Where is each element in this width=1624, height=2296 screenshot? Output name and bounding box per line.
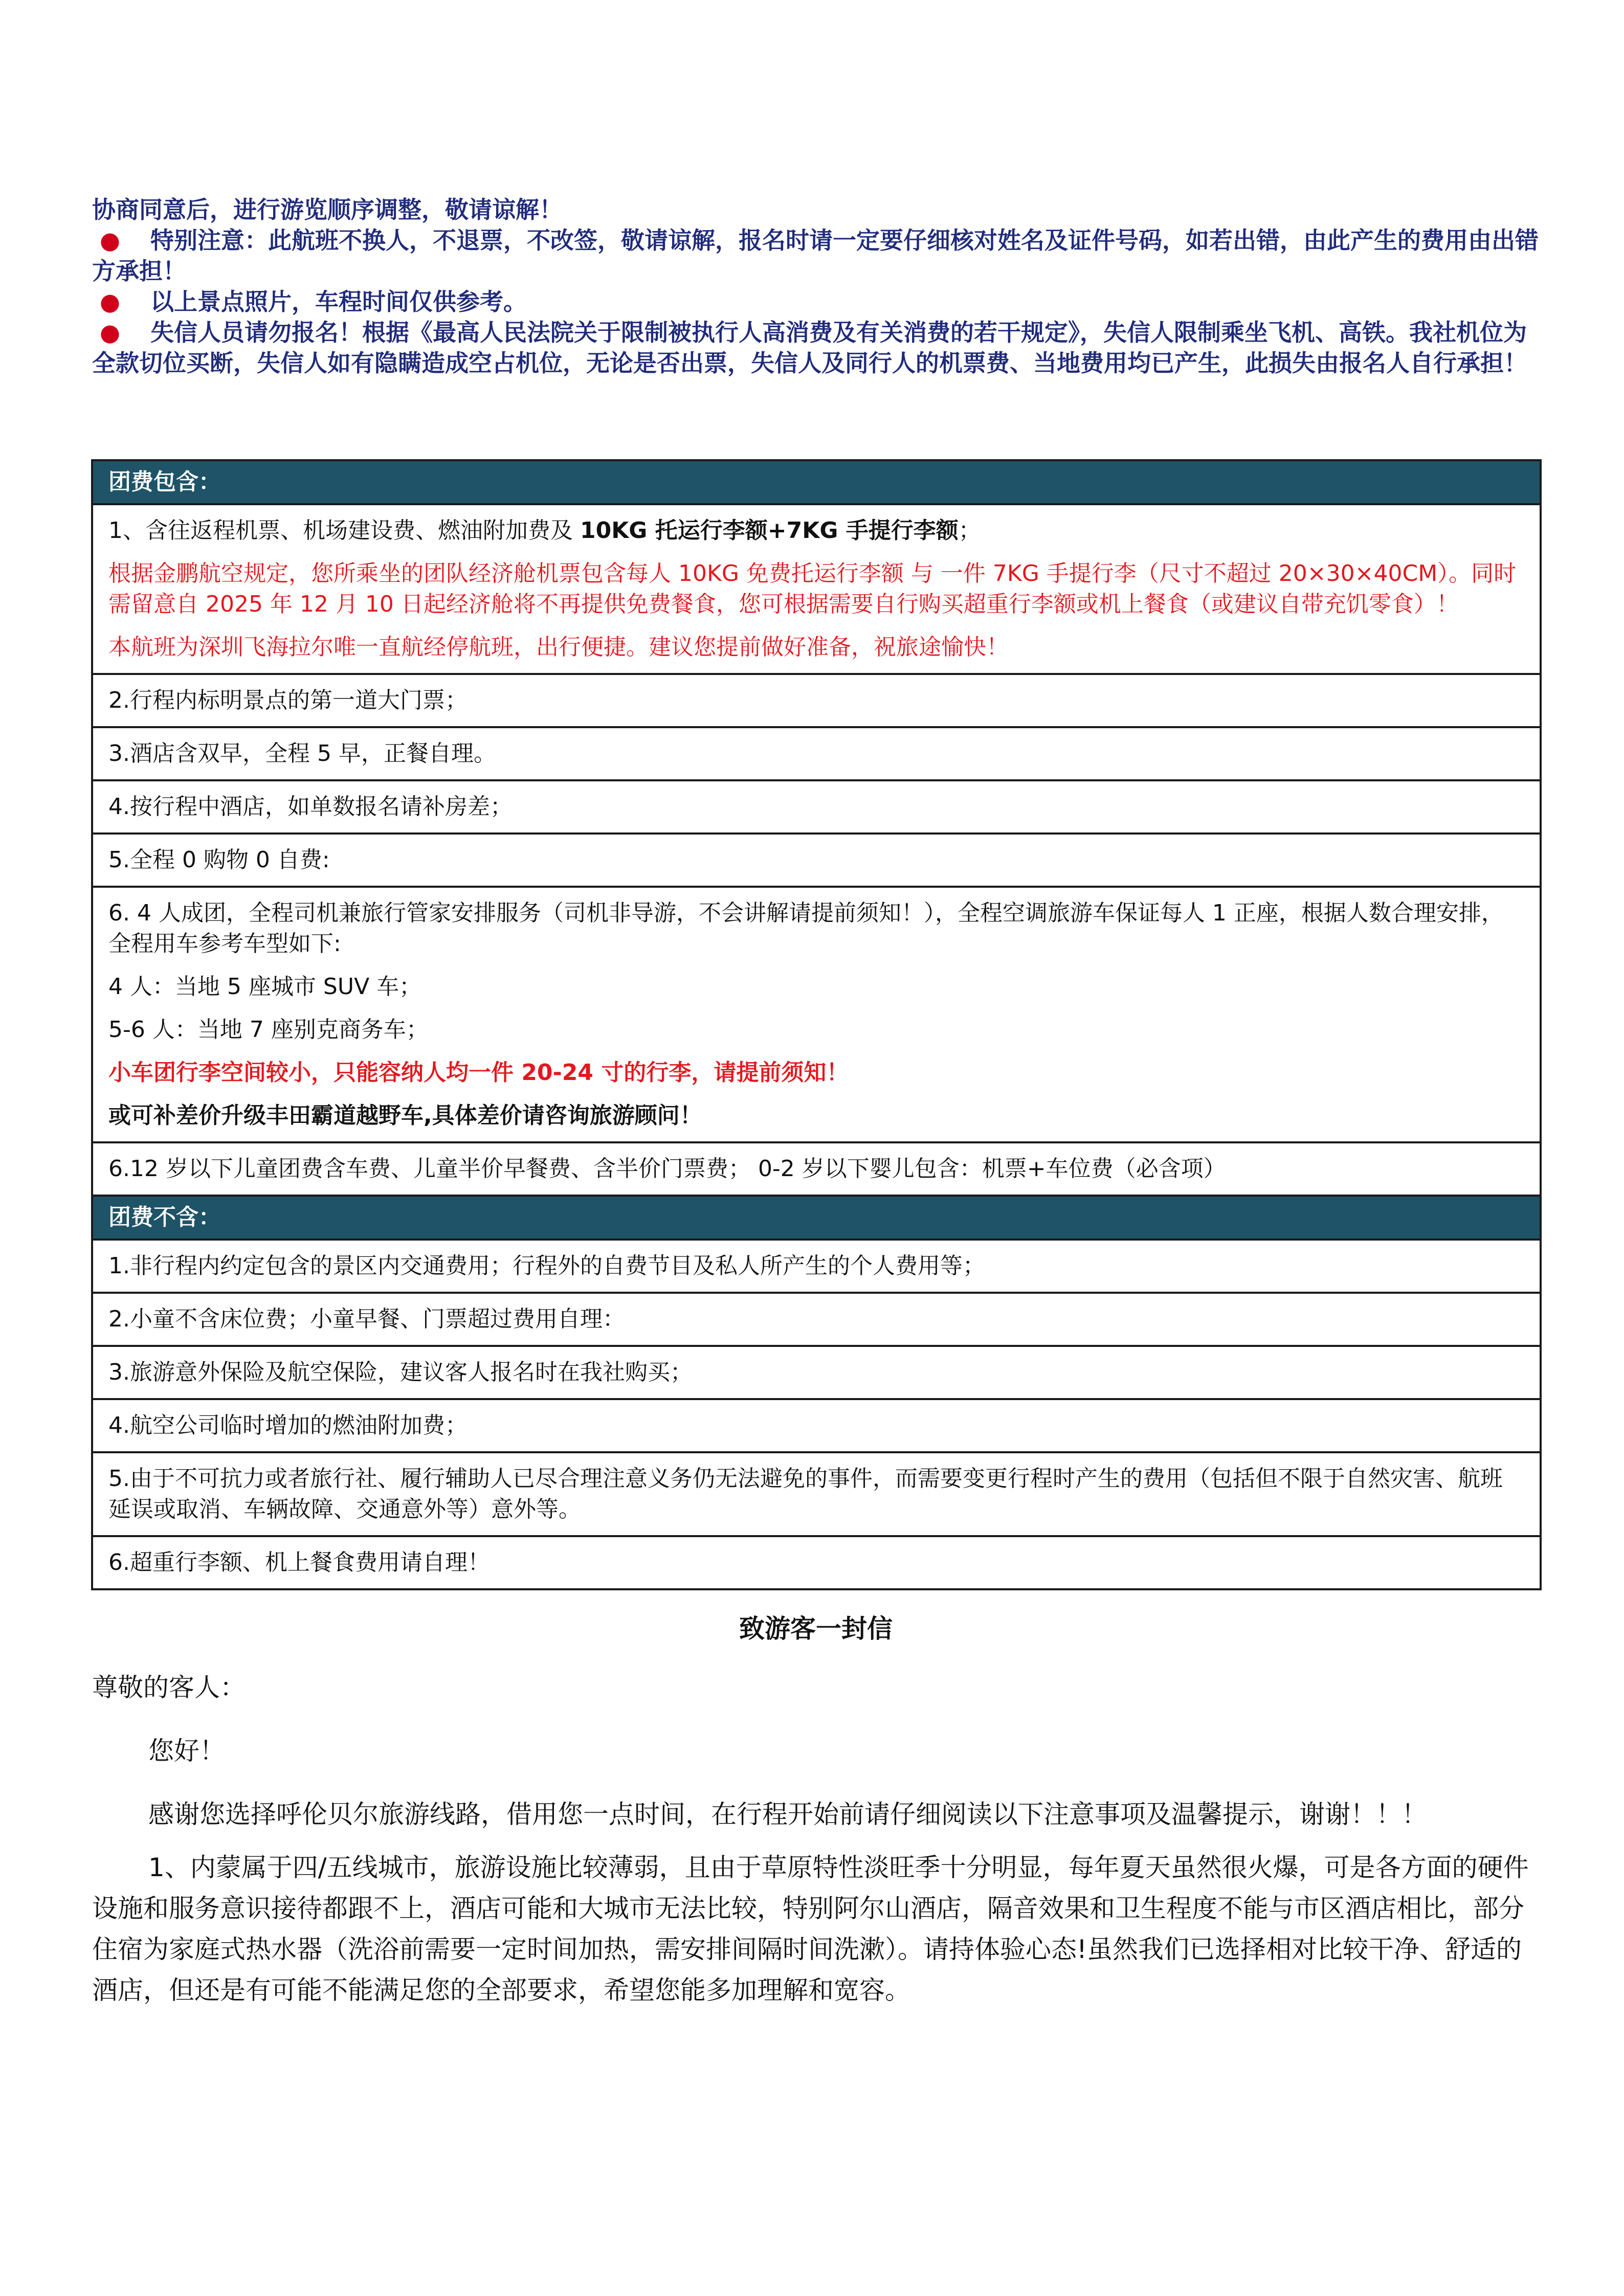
bullet-icon: ● — [99, 319, 121, 346]
letter-greeting: 尊敬的客人： — [92, 1673, 246, 1702]
vehicle-5-6p-text: 5-6 人：当地 7 座别克商务车； — [108, 1017, 429, 1043]
letter-paragraph-thanks: 感谢您选择呼伦贝尔旅游线路，借用您一点时间，在行程开始前请仔细阅读以下注意事项及温馨提示，谢谢！！！ — [148, 1799, 1427, 1829]
vehicle-4p-text: 4 人：当地 5 座城市 SUV 车； — [108, 974, 422, 1000]
letter-section — [92, 1611, 1540, 2023]
included-row-flight — [93, 505, 1540, 675]
notes-block — [92, 194, 1540, 378]
excluded-header: 团费不含： — [93, 1197, 1540, 1241]
bullet-icon: ● — [99, 227, 121, 254]
included-row-shopping: 5.全程 0 购物 0 自费: — [93, 835, 1540, 888]
note-item-dishonest: ● 失信人员请勿报名！根据《最高人民法院关于限制被执行人高消费及有关消费的若干规定》，失信人限制乘坐飞机、高铁。我社机位为全款切位买断，失信人如有隐瞒造成空占机位，无论是否出票，失信人及同行人的机票费、当地费用均已产生，此损失由报名人自行承担！ — [92, 317, 1540, 378]
excluded-row-force-majeure: 5.由于不可抗力或者旅行社、履行辅助人已尽合理注意义务仍无法避免的事件，而需要变更行程时产生的费用（包括但不限于自然灾害、航班延误或取消、车辆故障、交通意外等）意外等。 — [93, 1453, 1540, 1537]
included-header: 团费包含： — [93, 461, 1540, 505]
included-row-hotel: 4.按行程中酒店，如单数报名请补房差； — [93, 781, 1540, 835]
note-line: 协商同意后，进行游览顺序调整，敬请谅解！ — [92, 196, 563, 223]
baggage-policy-text: 根据金鹏航空规定，您所乘坐的团队经济舱机票包含每人 10KG 免费托运行李额 与 一件 7KG 手提行李（尺寸不超过 20×30×40CM）。同时需留意自 2025 年 12 月 10 日起经济舱将不再提供免费餐食，您可根据需要自行购买超重行李额或机上餐食（或建议自带充饥零食）！ — [108, 560, 1517, 617]
excluded-row-baggage-meals: 6.超重行李额、机上餐食费用请自理！ — [108, 1549, 490, 1575]
excluded-row-child-bed: 2.小童不含床位费；小童早餐、门票超过费用自理： — [93, 1294, 1540, 1347]
vehicle-service-text: 6. 4 人成团，全程司机兼旅行管家安排服务（司机非导游，不会讲解请提前须知！），全程空调旅游车保证每人 1 正座，根据人数合理安排，全程用车参考车型如下: — [108, 900, 1504, 957]
upgrade-text: 或可补差价升级丰田霸道越野车,具体差价请咨询旅游顾问！ — [108, 1102, 702, 1129]
included-row-vehicle — [93, 888, 1540, 1143]
excluded-row-fuel: 4.航空公司临时增加的燃油附加费； — [93, 1400, 1540, 1453]
excluded-row-insurance: 3.旅游意外保险及航空保险，建议客人报名时在我社购买； — [93, 1347, 1540, 1400]
note-item-flight: ● 特别注意：此航班不换人，不退票，不改签，敬请谅解，报名时请一定要仔细核对姓名及证件号码，如若出错，由此产生的费用由出错方承担！ — [92, 225, 1540, 286]
direct-flight-text: 本航班为深圳飞海拉尔唯一直航经停航班，出行便捷。建议您提前做好准备，祝旅途愉快！ — [108, 634, 1009, 660]
letter-title: 致游客一封信 — [739, 1614, 893, 1644]
flight-fees-text: 1、含往返程机票、机场建设费、燃油附加费及 10KG 托运行李额+7KG 手提行李额； — [108, 517, 981, 544]
included-row-tickets: 2.行程内标明景点的第一道大门票； — [93, 675, 1540, 728]
included-row-breakfast: 3.酒店含双早，全程 5 早，正餐自理。 — [93, 728, 1540, 781]
bullet-icon: ● — [99, 288, 121, 316]
letter-paragraph-facilities: 1、内蒙属于四/五线城市，旅游设施比较薄弱，且由于草原特性淡旺季十分明显，每年夏天虽然很火爆，可是各方面的硬件设施和服务意识接待都跟不上，酒店可能和大城市无法比较，特别阿尔山酒店，隔音效果和卫生程度不能与市区酒店相比，部分住宿为家庭式热水器（洗浴前需要一定时间加热，需安排间隔时间洗漱）。请持体验心态!虽然我们已选择相对比较干净、舒适的酒店，但还是有可能不能满足您的全部要求，希望您能多加理解和宽容。 — [92, 1853, 1529, 2005]
fee-table — [91, 459, 1542, 1590]
note-item-photos: ● 以上景点照片，车程时间仅供参考。 — [92, 286, 1540, 317]
luggage-warning-text: 小车团行李空间较小，只能容纳人均一件 20-24 寸的行李，请提前须知！ — [108, 1060, 849, 1086]
included-row-children: 6.12 岁以下儿童团费含车费、儿童半价早餐费、含半价门票费； 0-2 岁以下婴儿包含：机票+车位费（必含项） — [93, 1143, 1540, 1197]
letter-hello: 您好！ — [148, 1736, 225, 1766]
excluded-row-transport: 1.非行程内约定包含的景区内交通费用；行程外的自费节目及私人所产生的个人费用等； — [93, 1241, 1540, 1294]
